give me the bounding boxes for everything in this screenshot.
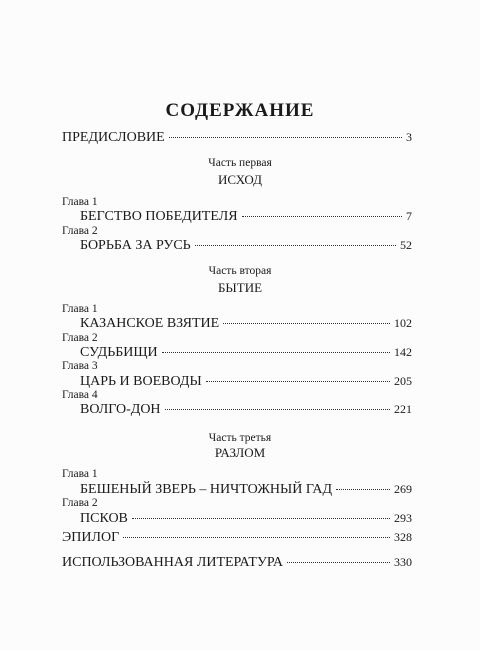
leader-dots — [162, 352, 390, 353]
toc-title: СОДЕРЖАНИЕ — [165, 100, 315, 121]
chapter-number: Глава 1 — [62, 468, 98, 480]
leader-dots — [169, 137, 402, 138]
chapter-number: Глава 2 — [62, 332, 98, 344]
entry-label: БЕШЕНЫЙ ЗВЕРЬ – НИЧТОЖНЫЙ ГАД — [80, 482, 333, 497]
leader-dots — [287, 562, 390, 563]
toc-entry[interactable] — [80, 238, 412, 254]
entry-label: ПСКОВ — [80, 511, 128, 526]
chapter-number: Глава 3 — [62, 360, 98, 372]
toc-entry[interactable] — [80, 345, 412, 361]
leader-dots — [336, 489, 390, 490]
part-name: БЫТИЕ — [217, 280, 263, 295]
toc-entry-epilogue[interactable] — [62, 530, 412, 546]
toc-entry[interactable] — [80, 374, 412, 390]
part-name: ИСХОД — [217, 172, 263, 187]
leader-dots — [195, 245, 396, 246]
entry-label: ИСПОЛЬЗОВАННАЯ ЛИТЕРАТУРА — [62, 555, 283, 570]
entry-page: 7 — [406, 209, 412, 223]
toc-entry[interactable] — [80, 511, 412, 527]
entry-label: ПРЕДИСЛОВИЕ — [62, 130, 165, 145]
leader-dots — [123, 537, 390, 538]
leader-dots — [165, 409, 390, 410]
entry-label: ВОЛГО-ДОН — [80, 402, 161, 417]
entry-page: 293 — [394, 511, 412, 525]
part-heading: Часть вторая — [208, 265, 272, 277]
entry-page: 142 — [394, 345, 412, 359]
toc-entry-preface[interactable] — [62, 130, 412, 146]
entry-label: КАЗАНСКОЕ ВЗЯТИЕ — [80, 316, 220, 331]
toc-entry[interactable] — [80, 209, 412, 225]
chapter-number: Глава 1 — [62, 303, 98, 315]
part-name: РАЗЛОМ — [214, 445, 266, 460]
entry-page: 102 — [394, 316, 412, 330]
leader-dots — [242, 216, 402, 217]
entry-page: 3 — [406, 130, 412, 144]
leader-dots — [206, 381, 390, 382]
chapter-number: Глава 4 — [62, 389, 98, 401]
entry-page: 269 — [394, 482, 412, 496]
chapter-number: Глава 1 — [62, 196, 98, 208]
entry-page: 328 — [394, 530, 412, 544]
leader-dots — [223, 323, 390, 324]
toc-entry[interactable] — [80, 402, 412, 418]
entry-label: БОРЬБА ЗА РУСЬ — [80, 238, 191, 253]
entry-label: БЕГСТВО ПОБЕДИТЕЛЯ — [80, 209, 238, 224]
entry-page: 330 — [394, 555, 412, 569]
toc-entry[interactable] — [80, 316, 412, 332]
chapter-number: Глава 2 — [62, 497, 98, 509]
entry-page: 221 — [394, 402, 412, 416]
entry-label: ЭПИЛОГ — [62, 530, 120, 545]
entry-label: СУДЬБИЩИ — [80, 345, 158, 360]
leader-dots — [132, 518, 390, 519]
toc-entry-literature[interactable] — [62, 555, 412, 571]
entry-page: 52 — [400, 238, 412, 252]
toc-entry[interactable] — [80, 482, 412, 498]
part-heading: Часть третья — [208, 432, 272, 444]
entry-page: 205 — [394, 374, 412, 388]
entry-label: ЦАРЬ И ВОЕВОДЫ — [80, 374, 202, 389]
part-heading: Часть первая — [208, 157, 272, 169]
chapter-number: Глава 2 — [62, 225, 98, 237]
